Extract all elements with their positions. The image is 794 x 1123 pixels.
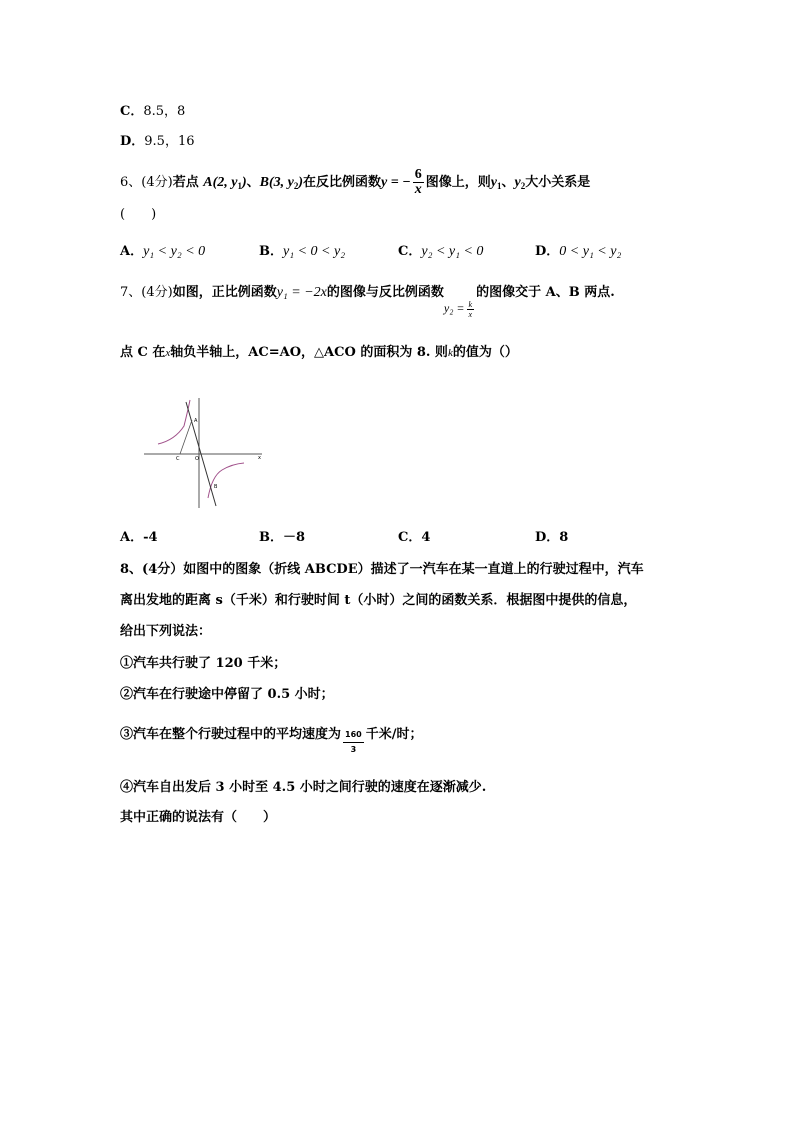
q7-option-d-text: 8 [559,530,569,545]
q6-function-lhs: y = − [381,175,411,190]
q6-option-a-text: y₁ < y₂ < 0 [143,244,206,259]
q6-number: 6、(4分) [120,175,173,190]
q6-option-b-label: B． [259,244,283,259]
q6-point-a: A(2, $y_1$) [203,175,247,191]
q6-y2-text: y [514,175,521,190]
q5-option-c-text: 8.5，8 [143,104,186,119]
q7-stem-line1 [120,283,615,319]
q8-statement-1: ①汽车共行驶了 120 千米； [120,656,287,671]
q7-option-c-label: C． [398,530,422,545]
q7-line2-c: 的值为（） [452,345,518,360]
q6-comma: 、 [501,175,515,190]
figure-label-c: C [176,456,180,462]
q7-number: 7、(4分) [120,285,173,300]
q6-y1-text: y [490,175,497,190]
q7-stem-line2 [120,344,518,362]
figure-label-b: B [214,484,218,490]
q6-option-d [535,243,621,261]
q7-option-d-label: D． [535,530,560,545]
q7-figure [140,396,266,510]
q8-stem-line3: 给出下列说法： [120,624,212,639]
q7-var-k: k [447,347,453,359]
q6-fraction-numerator: 6 [414,167,422,182]
q6-stem [120,168,590,197]
q7-option-d [535,529,568,547]
q7-option-b-label: B． [259,530,283,545]
q6-text-4: 大小关系是 [525,175,591,190]
q6-fraction-denominator: x [414,182,422,197]
q7-var-x: x [165,347,171,359]
q6-text-2: 在反比例函数 [303,175,382,190]
q6-option-a-label: A． [120,244,144,259]
q7-line2-b: 轴负半轴上，AC=AO，△ACO 的面积为 8. 则 [170,345,448,360]
q6-option-c [398,243,483,261]
q7-function-2-fraction [467,300,475,319]
q7-text-3: 的图像交于 A、B 两点. [476,285,615,300]
q8-fraction-numerator: 160 [343,728,364,743]
q6-answer-paren: ( ) [120,207,157,222]
q8-statement-4: ④汽车自出发后 3 小时至 4.5 小时之间行驶的速度在逐渐减少. [120,780,487,795]
figure-label-x: x [258,455,261,461]
q6-option-c-text: y₂ < y₁ < 0 [421,244,484,259]
q7-f2-denominator: x [468,309,473,319]
q6-y2: $y_2$ [514,175,526,191]
q6-point-b-text: B(3, y [259,175,294,190]
segment-ac [180,420,192,454]
q8-statement-2: ②汽车在行驶途中停留了 0.5 小时； [120,687,334,702]
q5-option-d [120,133,195,151]
q6-option-d-label: D． [535,244,560,259]
q7-option-c-text: 4 [421,530,431,545]
q7-option-b [259,529,305,547]
q6-option-c-label: C． [398,244,422,259]
q6-point-a-text: A(2, y [203,175,238,190]
q6-text-1: 若点 [172,175,199,190]
q7-option-c [398,529,430,547]
q6-option-d-text: 0 < y₁ < y₂ [559,244,622,259]
q8-stem-line1: 8、(4分）如图中的图象（折线 ABCDE）描述了一汽车在某一直道上的行驶过程中，汽车 [120,562,644,577]
q8-average-speed-fraction [343,728,364,757]
figure-label-a: A [194,418,198,424]
q6-option-b [259,243,345,261]
q5-option-c-label: C． [120,104,144,119]
q5-option-d-label: D． [120,134,145,149]
q6-point-b: B(3, $y_2$) [259,175,304,191]
q7-option-b-text: －8 [283,530,306,545]
q8-fraction-denominator: 3 [350,745,357,754]
q5-option-d-text: 9.5，16 [144,134,195,149]
q7-text-2: 的图像与反比例函数 [326,285,444,300]
q7-text-1: 如图，正比例函数 [172,285,277,300]
q7-function-2-lhs: y₂ = [443,301,465,315]
q7-option-a-label: A． [120,530,144,545]
q6-function-fraction [413,168,424,197]
q5-option-c [120,103,185,121]
q6-separator: 、 [246,175,260,190]
q8-statement-3-text-a: ③汽车在整个行驶过程中的平均速度为 [120,727,342,742]
q8-statement-3-text-b: 千米/时； [365,727,423,742]
figure-label-o: O [195,456,199,462]
hyperbola-branch-lower-right [208,463,244,498]
q7-f2-numerator: k [468,299,473,309]
q8-statement-3 [120,720,423,754]
q6-y1: $y_1$ [490,175,502,191]
q7-line2-a: 点 C 在 [120,345,166,360]
q7-function-1: y₁ = −2x [276,285,327,300]
q7-option-a-text: -4 [143,530,158,545]
q6-option-a [120,243,205,261]
q8-stem-line2: 离出发地的距离 s（千米）和行驶时间 t（小时）之间的函数关系．根据图中提供的信息， [120,593,637,608]
hyperbola-branch-upper-left [158,400,190,444]
q6-option-b-text: y₁ < 0 < y₂ [283,244,346,259]
q7-function-2 [443,299,476,319]
q6-text-3: 图像上，则 [425,175,491,190]
q8-question-ask: 其中正确的说法有（ ） [120,810,277,825]
q7-option-a [120,529,158,547]
